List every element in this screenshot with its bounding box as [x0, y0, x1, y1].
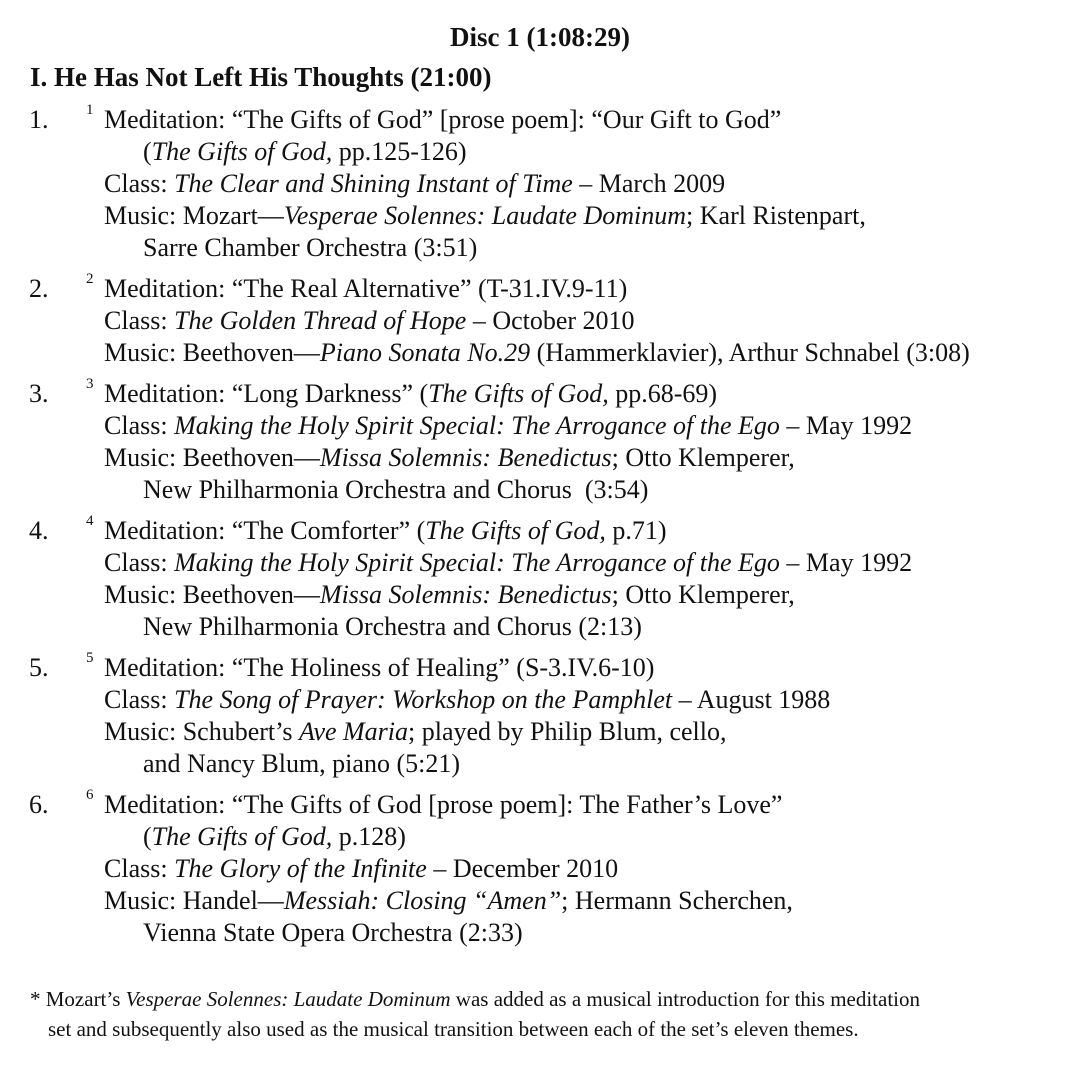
track-entry [0, 273, 1080, 369]
track-list [0, 104, 1080, 958]
track-number: 3. [29, 379, 49, 408]
track-superscript: 1 [86, 102, 94, 118]
meditation-line: Meditation: “The Holiness of Healing” (S-3.IV.6-10) [104, 653, 655, 682]
music-continuation-line: Sarre Chamber Orchestra (3:51) [143, 233, 478, 262]
class-line: Class: Making the Holy Spirit Special: The Arrogance of the Ego – May 1992 [104, 548, 913, 577]
meditation-source-line: (The Gifts of God, pp.125-126) [143, 137, 467, 166]
footnote-line: set and subsequently also used as the musical transition between each of the set’s eleven themes. [48, 1017, 859, 1041]
music-line: Music: Schubert’s Ave Maria; played by Philip Blum, cello, [104, 717, 727, 746]
track-number: 4. [29, 516, 49, 545]
class-line: Class: The Glory of the Infinite – December 2010 [104, 854, 619, 883]
meditation-line: Meditation: “The Comforter” (The Gifts of God, p.71) [104, 516, 667, 545]
music-continuation-line: New Philharmonia Orchestra and Chorus (2:13) [143, 612, 642, 641]
track-entry [0, 104, 1080, 264]
track-entry [0, 789, 1080, 949]
meditation-line: Meditation: “The Real Alternative” (T-31.IV.9-11) [104, 274, 628, 303]
track-entry [0, 378, 1080, 506]
section-title: I. He Has Not Left His Thoughts (21:00) [30, 62, 492, 92]
music-continuation-line: New Philharmonia Orchestra and Chorus (3:54) [143, 475, 649, 504]
disc-title: Disc 1 (1:08:29) [450, 22, 630, 52]
meditation-line: Meditation: “Long Darkness” (The Gifts of God, pp.68-69) [104, 379, 718, 408]
track-superscript: 6 [86, 787, 94, 803]
track-superscript: 3 [86, 376, 94, 392]
track-entry [0, 652, 1080, 780]
meditation-line: Meditation: “The Gifts of God [prose poem]: The Father’s Love” [104, 790, 783, 819]
music-line: Music: Handel—Messiah: Closing “Amen”; Hermann Scherchen, [104, 886, 793, 915]
music-continuation-line: and Nancy Blum, piano (5:21) [143, 749, 460, 778]
class-line: Class: The Song of Prayer: Workshop on the Pamphlet – August 1988 [104, 685, 831, 714]
track-superscript: 2 [86, 271, 94, 287]
music-line: Music: Beethoven—Piano Sonata No.29 (Hammerklavier), Arthur Schnabel (3:08) [104, 338, 970, 367]
class-line: Class: The Clear and Shining Instant of Time – March 2009 [104, 169, 726, 198]
track-number: 2. [29, 274, 49, 303]
music-line: Music: Beethoven—Missa Solemnis: Benedictus; Otto Klemperer, [104, 580, 795, 609]
meditation-source-line: (The Gifts of God, p.128) [143, 822, 406, 851]
music-continuation-line: Vienna State Opera Orchestra (2:33) [143, 918, 523, 947]
class-line: Class: The Golden Thread of Hope – October 2010 [104, 306, 635, 335]
track-number: 1. [29, 105, 49, 134]
music-line: Music: Beethoven—Missa Solemnis: Benedictus; Otto Klemperer, [104, 443, 795, 472]
class-line: Class: Making the Holy Spirit Special: The Arrogance of the Ego – May 1992 [104, 411, 913, 440]
footnote-line: * Mozart’s Vesperae Solennes: Laudate Dominum was added as a musical introduction for this meditation [30, 987, 921, 1011]
music-line: Music: Mozart—Vesperae Solennes: Laudate Dominum; Karl Ristenpart, [104, 201, 866, 230]
track-entry [0, 515, 1080, 643]
track-number: 5. [29, 653, 49, 682]
footnote [30, 984, 1060, 1044]
track-superscript: 5 [86, 650, 94, 666]
track-number: 6. [29, 790, 49, 819]
track-superscript: 4 [86, 513, 94, 529]
meditation-line: Meditation: “The Gifts of God” [prose poem]: “Our Gift to God” [104, 105, 782, 134]
